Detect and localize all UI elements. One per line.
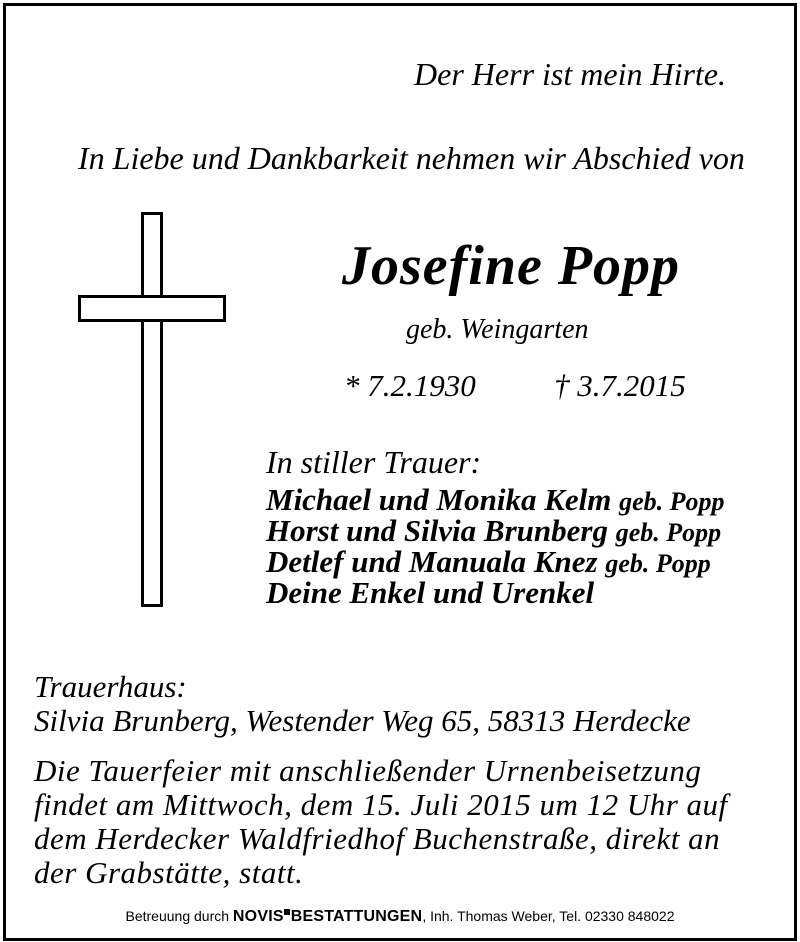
obituary-notice [3,3,797,941]
ceremony-line: Die Tauerfeier mit anschließender Urnenbeisetzung [34,753,702,788]
mourners-list [266,484,725,608]
brand-suffix: BESTATTUNGEN [290,908,423,925]
ceremony-line: dem Herdecker Waldfriedhof Buchenstraße, direkt an [34,821,721,856]
mourner-line: Michael und Monika Kelm geb. Popp [266,482,725,517]
ceremony-details [34,754,774,890]
deceased-name: Josefine Popp [341,235,681,297]
mourning-label: In stiller Trauer: [266,444,482,480]
ceremony-line: findet am Mittwoch, dem 15. Juli 2015 um 12 Uhr auf [34,787,728,822]
ceremony-line: der Grabstätte, statt. [34,855,304,890]
birth-date: * 7.2.1930 [344,368,476,403]
birth-name: geb. Weingarten [406,314,589,345]
house-address: Silvia Brunberg, Westender Weg 65, 58313 Herdecke [34,703,691,738]
brand-name: NOVIS [232,908,284,925]
death-date: † 3.7.2015 [554,368,686,403]
intro-line: In Liebe und Dankbarkeit nehmen wir Abschied von [78,140,745,176]
mourner-line: Deine Enkel und Urenkel [266,575,595,610]
house-label: Trauerhaus: [34,669,187,704]
mourner-line: Detlef und Manuala Knez geb. Popp [266,544,711,579]
footer-details: , Inh. Thomas Weber, Tel. 02330 848022 [422,908,675,924]
footer-credit [6,906,794,927]
brand-mark-icon [284,909,290,915]
mourner-line: Horst und Silvia Brunberg geb. Popp [266,513,722,548]
motto: Der Herr ist mein Hirte. [414,56,726,92]
footer-prefix: Betreuung durch [125,908,230,924]
